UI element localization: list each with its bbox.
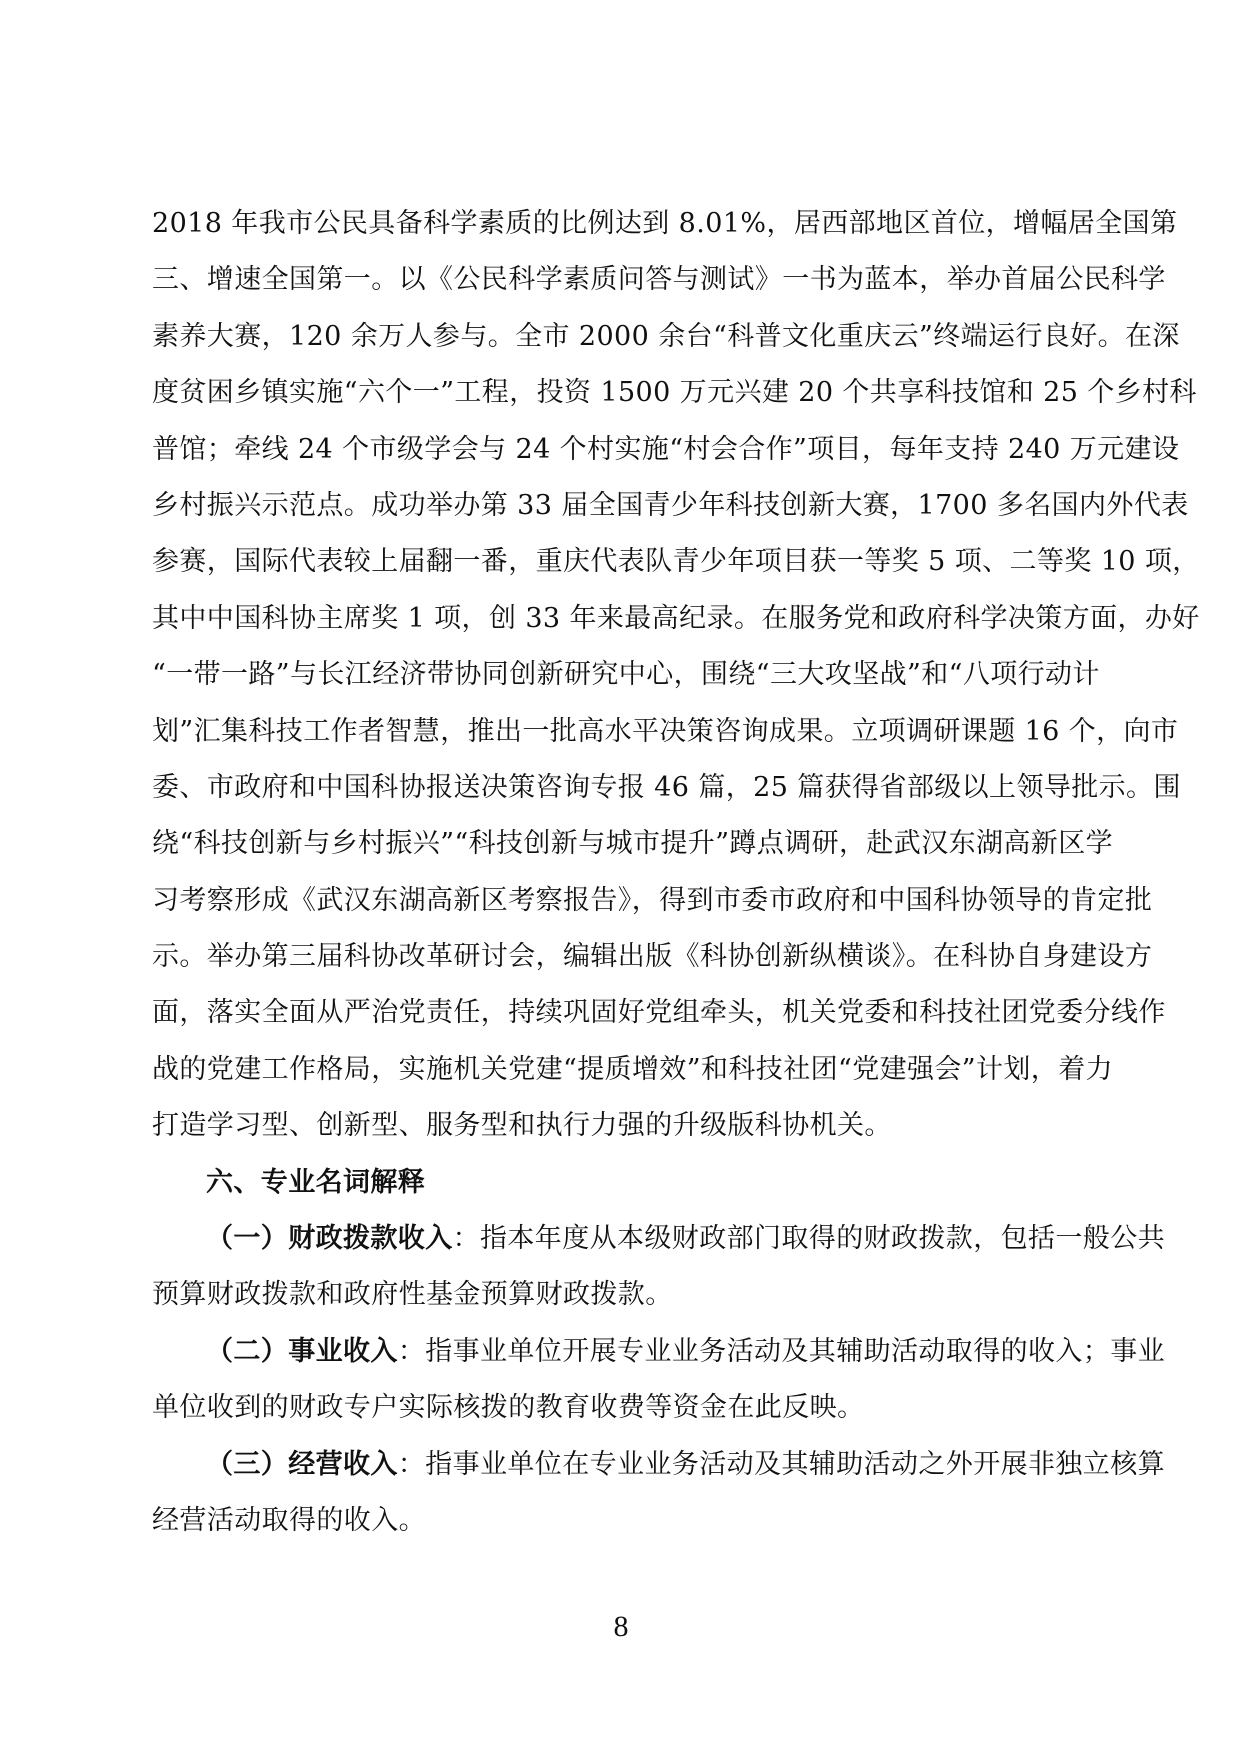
paragraph-line: 示。举办第三届科协改革研讨会，编辑出版《科协创新纵横谈》。在科协自身建设方 — [152, 941, 1153, 973]
paragraph-line: 其中中国科协主席奖 1 项，创 33 年来最高纪录。在服务党和政府科学决策方面，办好 — [152, 602, 1200, 634]
definition-item — [152, 1437, 1166, 1493]
paragraph-line: 参赛，国际代表较上届翻一番，重庆代表队青少年项目获一等奖 5 项、二等奖 10 项， — [152, 546, 1200, 578]
paragraph-line: 素养大赛，120 余万人参与。全市 2000 余台“科普文化重庆云”终端运行良好。在深 — [152, 320, 1180, 352]
paragraph-line: 乡村振兴示范点。成功举办第 33 届全国青少年科技创新大赛，1700 多名国内外代表 — [152, 489, 1189, 521]
paragraph-line: 划”汇集科技工作者智慧，推出一批高水平决策咨询成果。立项调研课题 16 个，向市 — [152, 715, 1179, 747]
definition-continuation: 单位收到的财政专户实际核拨的教育收费等资金在此反映。 — [152, 1392, 865, 1424]
definition-text: ：指事业单位在专业业务活动及其辅助活动之外开展非独立核算 — [397, 1448, 1166, 1480]
definition-continuation: 预算财政拨款和政府性基金预算财政拨款。 — [152, 1279, 673, 1311]
paragraph-line: 度贫困乡镇实施“六个一”工程，投资 1500 万元兴建 20 个共享科技馆和 25 个乡村科 — [152, 377, 1197, 409]
definition-term: （一）财政拨款收入 — [206, 1223, 453, 1255]
body-text — [152, 196, 1200, 1549]
definition-term: （三）经营收入 — [206, 1448, 398, 1480]
paragraph-line: 委、市政府和中国科协报送决策咨询专报 46 篇，25 篇获得省部级以上领导批示。围 — [152, 771, 1181, 803]
definition-item — [152, 1211, 1166, 1267]
definition-term: （二）事业收入 — [206, 1335, 398, 1367]
paragraph-line: 面，落实全面从严治党责任，持续巩固好党组牵头，机关党委和科技社团党委分线作 — [152, 997, 1166, 1029]
definition-item — [152, 1324, 1166, 1380]
paragraph-line: “一带一路”与长江经济带协同创新研究中心，围绕“三大攻坚战”和“八项行动计 — [152, 659, 1100, 691]
definition-continuation: 经营活动取得的收入。 — [152, 1504, 426, 1536]
definition-text: ：指事业单位开展专业业务活动及其辅助活动取得的收入；事业 — [397, 1335, 1166, 1367]
paragraph-line: 2018 年我市公民具备科学素质的比例达到 8.01%，居西部地区首位，增幅居全国第 — [152, 208, 1178, 239]
paragraph-line: 普馆；牵线 24 个市级学会与 24 个村实施“村会合作”项目，每年支持 240 万元建设 — [152, 433, 1180, 465]
definition-text: ：指本年度从本级财政部门取得的财政拨款，包括一般公共 — [452, 1223, 1166, 1255]
paragraph-line: 绕“科技创新与乡村振兴”“科技创新与城市提升”蹲点调研，赴武汉东湖高新区学 — [152, 828, 1114, 860]
section-heading: 六、专业名词解释 — [206, 1166, 426, 1198]
paragraph-line: 战的党建工作格局，实施机关党建“提质增效”和科技社团“党建强会”计划，着力 — [152, 1053, 1114, 1085]
page-number: 8 — [613, 1610, 629, 1643]
paragraph-line: 三、增速全国第一。以《公民科学素质问答与测试》一书为蓝本，举办首届公民科学 — [152, 264, 1166, 296]
paragraph-line: 打造学习型、创新型、服务型和执行力强的升级版科协机关。 — [152, 1110, 892, 1142]
paragraph-line: 习考察形成《武汉东湖高新区考察报告》，得到市委市政府和中国科协领导的肯定批 — [152, 884, 1153, 916]
